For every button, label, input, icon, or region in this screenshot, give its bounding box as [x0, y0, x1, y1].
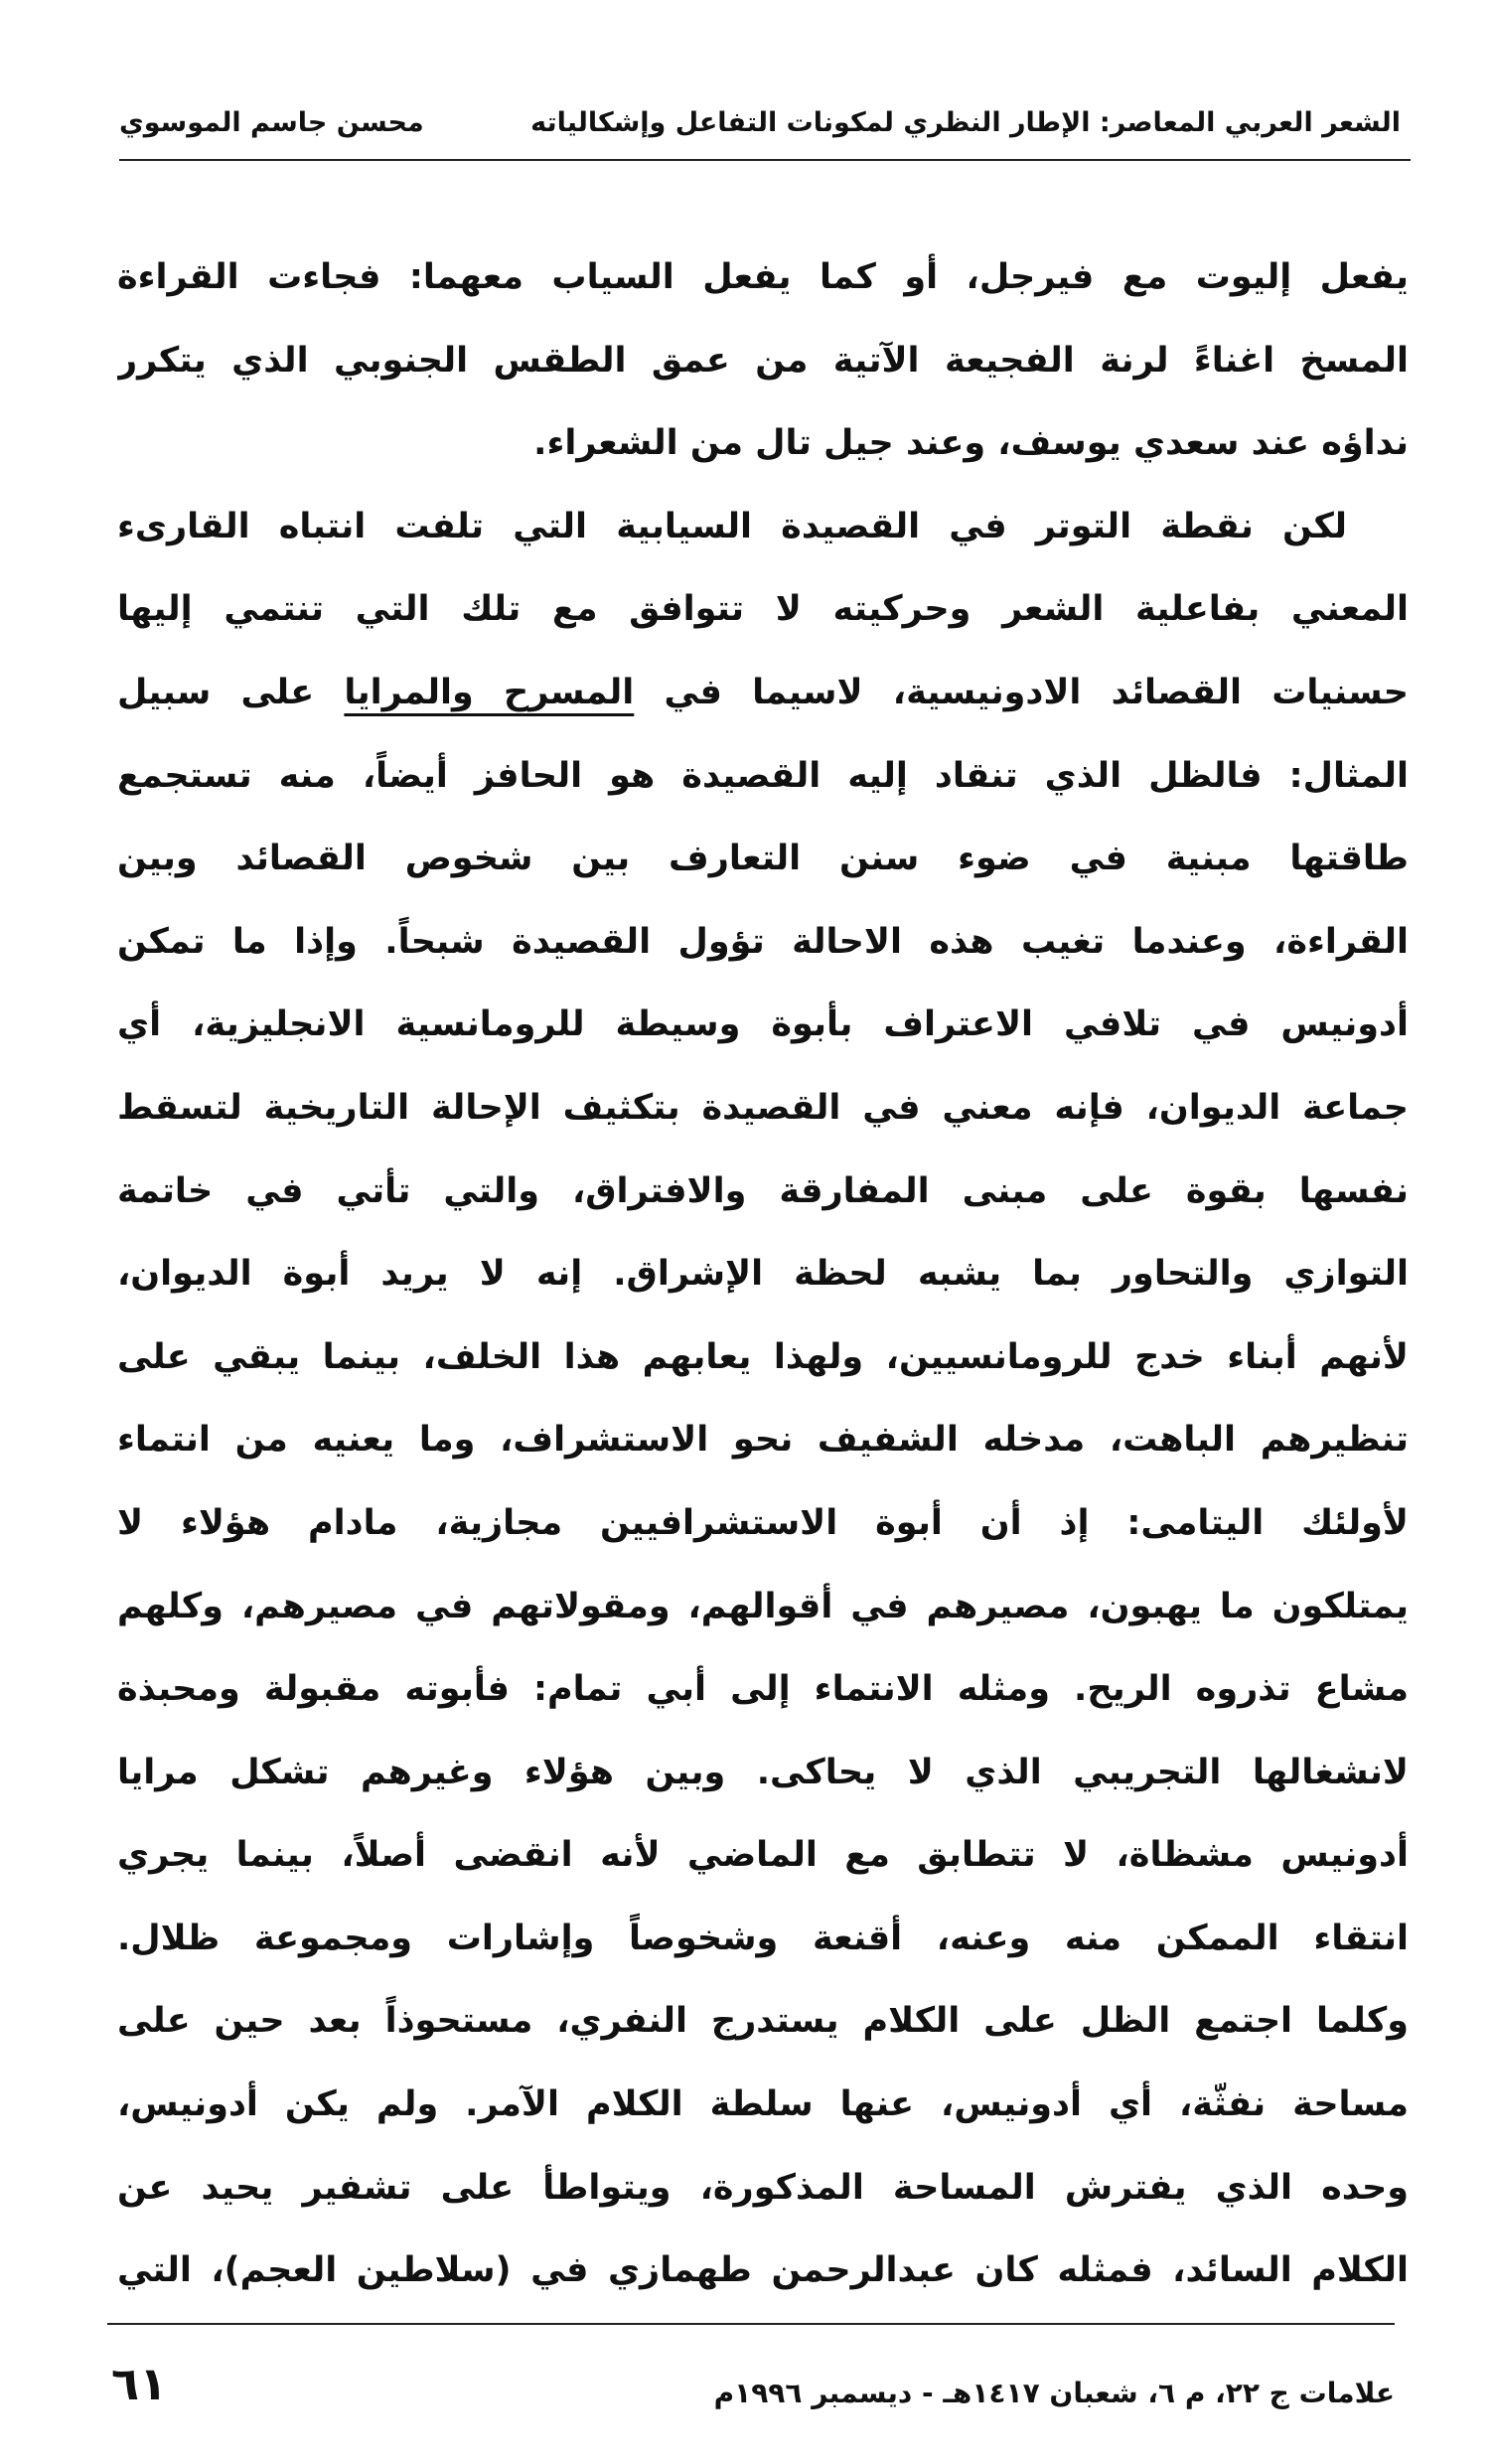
text-line: وحده الذي يفترش المساحة المذكورة، ويتواطأ على تشفير يحيد عن: [117, 2167, 1409, 2208]
text-line: لأولئك اليتامى: إذ أن أبوة الاستشرافيين مجازية، مادام هؤلاء لا: [117, 1502, 1409, 1543]
running-header: [119, 91, 1401, 155]
page-number: ٦١: [111, 2357, 168, 2410]
text-line: المثال: فالظل الذي تنقاد إليه القصيدة هو الحافز أيضاً، منه تستجمع: [117, 755, 1409, 796]
body-text: [117, 236, 1409, 2313]
text-line-segment: حسنيات القصائد الادونيسية، لاسيما في: [664, 672, 1409, 712]
text-line: لأنهم أبناء خدج للرومانسيين، ولهذا يعابهم هذا الخلف، بينما يبقي على: [117, 1336, 1409, 1377]
text-line: وكلما اجتمع الظل على الكلام يستدرج النفري، مستحوذاً بعد حين على: [117, 2001, 1409, 2042]
underlined-phrase: المسرح والمرايا: [344, 672, 635, 712]
text-line: جماعة الديوان، فإنه معني في القصيدة بتكثيف الإحالة التاريخية لتسقط: [117, 1087, 1409, 1128]
text-line: [117, 652, 1409, 735]
header-title: الشعر العربي المعاصر: الإطار النظري لمكونات التفاعل وإشكالياته: [530, 107, 1401, 138]
footer-issue-info: علامات ج ٢٢، م ٦، شعبان ١٤١٧هـ - ديسمبر ١٩٩٦م: [713, 2377, 1395, 2409]
text-line: يفعل إليوت مع فيرجل، أو كما يفعل السياب معهما: فجاءت القراءة: [117, 257, 1409, 297]
text-line: نفسها بقوة على مبنى المفارقة والافتراق، والتي تأتي في خاتمة: [117, 1170, 1409, 1211]
header-divider: [119, 159, 1411, 161]
text-line: يمتلكون ما يهبون، مصيرهم في أقوالهم، ومقولاتهم في مصيرهم، وكلهم: [117, 1586, 1409, 1626]
text-line: التوازي والتحاور بما يشبه لحظة الإشراق. إنه لا يريد أبوة الديوان،: [117, 1254, 1409, 1295]
text-line: أدونيس مشظاة، لا تتطابق مع الماضي لأنه انقضى أصلاً، بينما يجري: [117, 1835, 1409, 1876]
text-line: نداؤه عند سعدي يوسف، وعند جيل تال من الشعراء.: [533, 423, 1409, 464]
text-line: المسخ اغناءً لرنة الفجيعة الآتية من عمق الطقس الجنوبي الذي يتكرر: [117, 340, 1409, 381]
text-line: مشاع تذروه الريح. ومثله الانتماء إلى أبي تمام: فأبوته مقبولة ومحبذة: [117, 1669, 1409, 1710]
text-line: القراءة، وعندما تغيب هذه الاحالة تؤول القصيدة شبحاً. وإذا ما تمكن: [117, 921, 1409, 962]
header-author: محسن جاسم الموسوي: [119, 107, 424, 138]
footer-divider: [107, 2323, 1395, 2325]
text-line-segment: على سبيل: [117, 672, 315, 712]
text-line: المعني بفاعلية الشعر وحركيته لا تتوافق مع تلك التي تنتمي إليها: [117, 589, 1409, 630]
text-line: تنظيرهم الباهت، مدخله الشفيف نحو الاستشراف، وما يعنيه من انتماء: [117, 1420, 1409, 1461]
text-line: مساحة نفثّة، أي أدونيس، عنها سلطة الكلام الآمر. ولم يكن أدونيس،: [117, 2084, 1409, 2125]
text-line: أدونيس في تلافي الاعتراف بأبوة وسيطة للرومانسية الانجليزية، أي: [117, 1004, 1409, 1045]
text-line: لانشغالها التجريبي الذي لا يحاكى. وبين هؤلاء وغيرهم تشكل مرايا: [117, 1752, 1409, 1792]
text-line: انتقاء الممكن منه وعنه، أقنعة وشخوصاً وإشارات ومجموعة ظلال.: [117, 1918, 1409, 1958]
text-line: طاقتها مبنية في ضوء سنن التعارف بين شخوص القصائد وبين: [117, 839, 1409, 879]
text-line: لكن نقطة التوتر في القصيدة السيابية التي تلفت انتباه القارىء: [117, 506, 1347, 546]
text-line: الكلام السائد، فمثله كان عبدالرحمن طهمازي في (سلاطين العجم)، التي: [117, 2250, 1409, 2291]
